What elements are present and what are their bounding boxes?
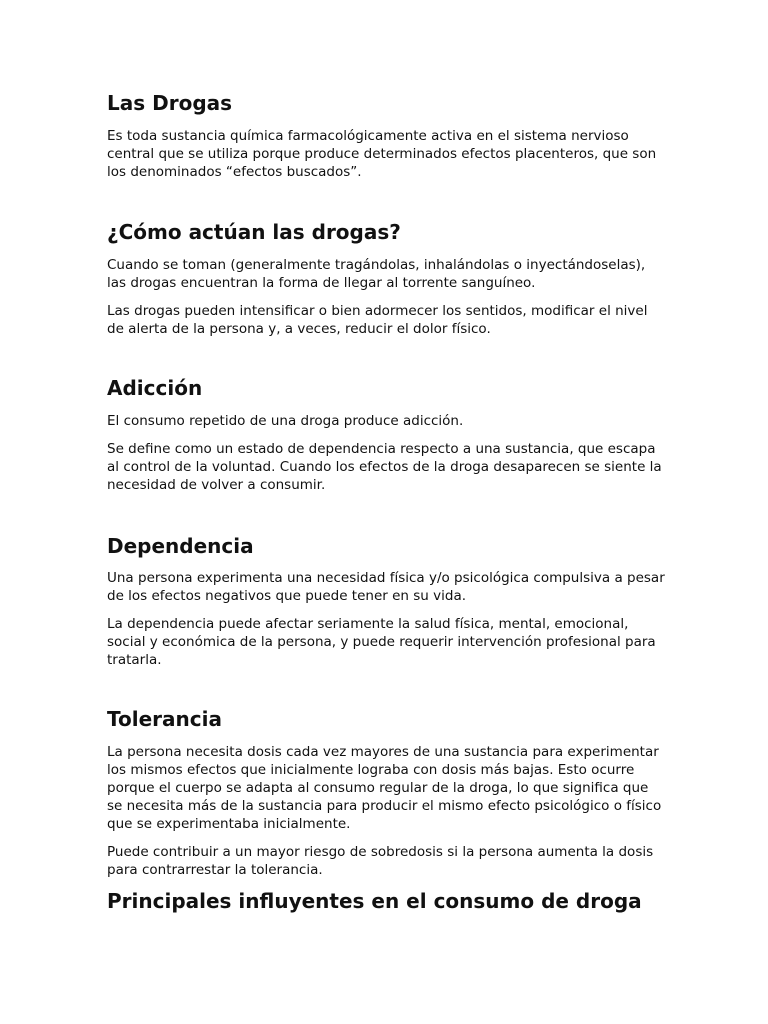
section-heading-las-drogas: Las Drogas — [107, 91, 233, 115]
paragraph-adiccion-2: Se define como un estado de dependencia respecto a una sustancia, que escapa al control de la voluntad. Cuando los efectos de la droga desaparecen se siente la necesidad de volver a consumir. — [107, 441, 662, 493]
paragraph-adiccion-1: El consumo repetido de una droga produce adicción. — [107, 413, 464, 429]
paragraph-como-actuan-2: Las drogas pueden intensificar o bien adormecer los sentidos, modificar el nivel de alerta de la persona y, a veces, reducir el dolor físico. — [107, 303, 648, 337]
section-heading-tolerancia: Tolerancia — [107, 707, 222, 731]
section-heading-adiccion: Adicción — [107, 376, 203, 400]
paragraph-tolerancia-1: La persona necesita dosis cada vez mayores de una sustancia para experimentar los mismos efectos que inicialmente lograba con dosis más bajas. Esto ocurre porque el cuerpo se adapta al consumo regular de la droga, lo que significa que se necesita más de la sustancia para producir el mismo efecto psicológico o físico que se experimentaba inicialmente. — [107, 744, 662, 832]
paragraph-definicion-droga: Es toda sustancia química farmacológicamente activa en el sistema nervioso central que se utiliza porque produce determinados efectos placenteros, que son los denominados “efectos buscados”. — [107, 128, 657, 180]
section-heading-como-actuan: ¿Cómo actúan las drogas? — [107, 220, 401, 244]
paragraph-dependencia-1: Una persona experimenta una necesidad física y/o psicológica compulsiva a pesar de los efectos negativos que puede tener en su vida. — [107, 570, 665, 604]
paragraph-como-actuan-1: Cuando se toman (generalmente tragándolas, inhalándolas o inyectándoselas), las drogas encuentran la forma de llegar al torrente sanguíneo. — [107, 257, 646, 291]
paragraph-tolerancia-2: Puede contribuir a un mayor riesgo de sobredosis si la persona aumenta la dosis para contrarrestar la tolerancia. — [107, 844, 654, 878]
paragraph-dependencia-2: La dependencia puede afectar seriamente la salud física, mental, emocional, social y económica de la persona, y puede requerir intervención profesional para tratarla. — [107, 616, 656, 668]
section-heading-principales-influyentes: Principales influyentes en el consumo de droga — [107, 889, 642, 913]
section-heading-dependencia: Dependencia — [107, 534, 254, 558]
